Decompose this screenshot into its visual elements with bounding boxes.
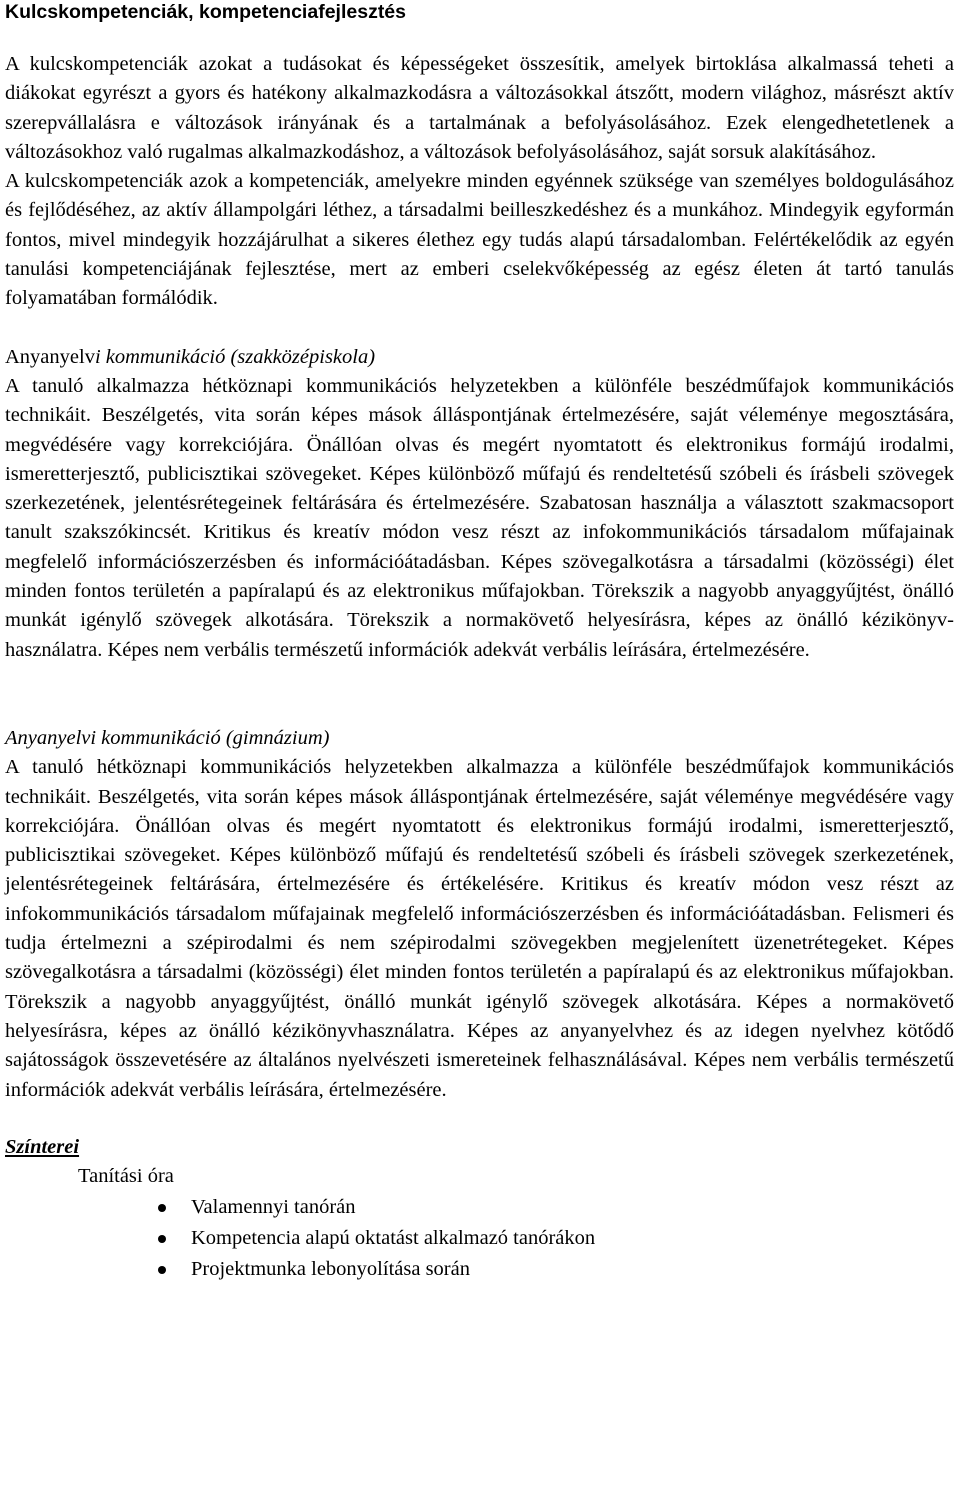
section-heading [5,343,954,372]
bullet-icon [158,1204,166,1212]
bullet-icon [158,1235,166,1243]
list-item-label: Projektmunka lebonyolítása során [191,1257,470,1280]
section-heading: Anyanyelvi kommunikáció (gimnázium) [5,726,330,749]
list-item-label: Kompetencia alapú oktatást alkalmazó tanórákon [191,1226,596,1249]
bullet-icon [158,1266,166,1274]
list-item [153,1254,954,1285]
intro-paragraph-1: A kulcskompetenciák azokat a tudásokat és képességeket összesítik, amelyek birtoklása alkalmassá teheti a diákokat egyrészt a gyors és hatékony alkalmazkodásra a változásokkal átszőtt, modern világhoz, másrészt aktív szerepvállalásra e változások irányának és a tartalmának a befolyásolásához. Ezek elengedhetetlenek a változásokhoz való rugalmas alkalmazkodáshoz, a változások befolyásolásához, saját sorsuk alakításához. [5,53,954,163]
list-item [153,1192,954,1223]
section-szakkozepiskola [5,343,954,665]
list-item-label: Valamennyi tanórán [191,1195,356,1218]
page-title: Kulcskompetenciák, kompetenciafejlesztés [5,1,406,23]
section-heading-italic: i kommunikáció (szakközépiskola) [94,345,376,368]
section-heading-plain: Anyanyelv [5,345,95,368]
section-gimnazium [5,724,954,1105]
scenes-subheading: Tanítási óra [78,1165,174,1188]
scenes-section [5,1133,954,1285]
section-body: A tanuló hétköznapi kommunikációs helyzetekben alkalmazza a különféle beszédműfajok kommunikációs technikáit. Beszélgetés, vita során képes mások álláspontjának értelmezésére, saját véleménye megvédésére vagy korrekciójára. Önállóan olvas és megért nyomtatott és elektronikus formájú irodalmi, ismeretterjesztő, publicisztikai szövegeket. Képes különböző műfajú és rendeltetésű szóbeli és írásbeli szövegek szerkezetének, jelentésrétegeinek feltárására, értelmezésére és értékelésére. Kritikus és kreatív módon vesz részt az infokommunikációs társadalom műfajainak megfelelő információszerzésben és információátadásban. Felismeri és tudja értelmezni a szépirodalmi és nem szépirodalmi szövegekben megjelenített üzenetrétegeket. Képes szövegalkotásra a társadalmi (közösségi) élet minden fontos területén a papíralapú és az elektronikus műfajokban. Törekszik a nagyobb anyaggyűjtést, önálló munkát igénylő szövegek alkotására. Képes a normakövető helyesírásra, képes az önálló kézikönyvhasználatra. Képes az anyanyelvhez és az idegen nyelvhez kötődő sajátosságok összevetésére az általános nyelvészeti ismereteinek felhasználásával. Képes nem verbális természetű információk adekvát verbális leírására, értelmezésére. [5,756,954,1101]
scenes-heading: Színterei [5,1135,80,1158]
intro-section [5,50,954,314]
section-body: A tanuló alkalmazza hétköznapi kommunikációs helyzetekben a különféle beszédműfajok kommunikációs technikáit. Beszélgetés, vita során képes mások álláspontjának értelmezésére, saját véleménye megosztására, megvédésére vagy korrekciójára. Önállóan olvas és megért nyomtatott és elektronikus formájú irodalmi, ismeretterjesztő, publicisztikai szövegeket. Képes különböző műfajú és rendeltetésű szóbeli és írásbeli szövegek szerkezetének, jelentésrétegeinek feltárására és értelmezésére. Szabatosan használja a választott szakmacsoport tanult szakszókincsét. Kritikus és kreatív módon vesz részt az infokommunikációs társadalom műfajainak megfelelő információszerzésben és információátadásban. Képes szövegalkotásra a társadalmi (közösségi) élet minden fontos területén a papíralapú és az elektronikus műfajokban. Törekszik a nagyobb anyaggyűjtést, önálló munkát igénylő szövegek alkotására. Törekszik a normakövető helyesírásra, képes az önálló kézikönyv-használatra. Képes nem verbális természetű információk adekvát verbális leírására, értelmezésére. [5,374,954,661]
scenes-list [5,1192,954,1285]
intro-paragraph-2: A kulcskompetenciák azok a kompetenciák, amelyekre minden egyénnek szüksége van személyes boldogulásához és fejlődéséhez, az aktív állampolgári léthez, a társadalmi beilleszkedéshez és a munkához. Mindegyik egyformán fontos, mivel mindegyik hozzájárulhat a sikeres élethez egy tudás alapú társadalomban. Felértékelődik az egyén tanulási kompetenciájának fejlesztése, mert az emberi cselekvőképesség az egész életen át tartó tanulás folyamatában formálódik. [5,170,954,310]
list-item [153,1223,954,1254]
